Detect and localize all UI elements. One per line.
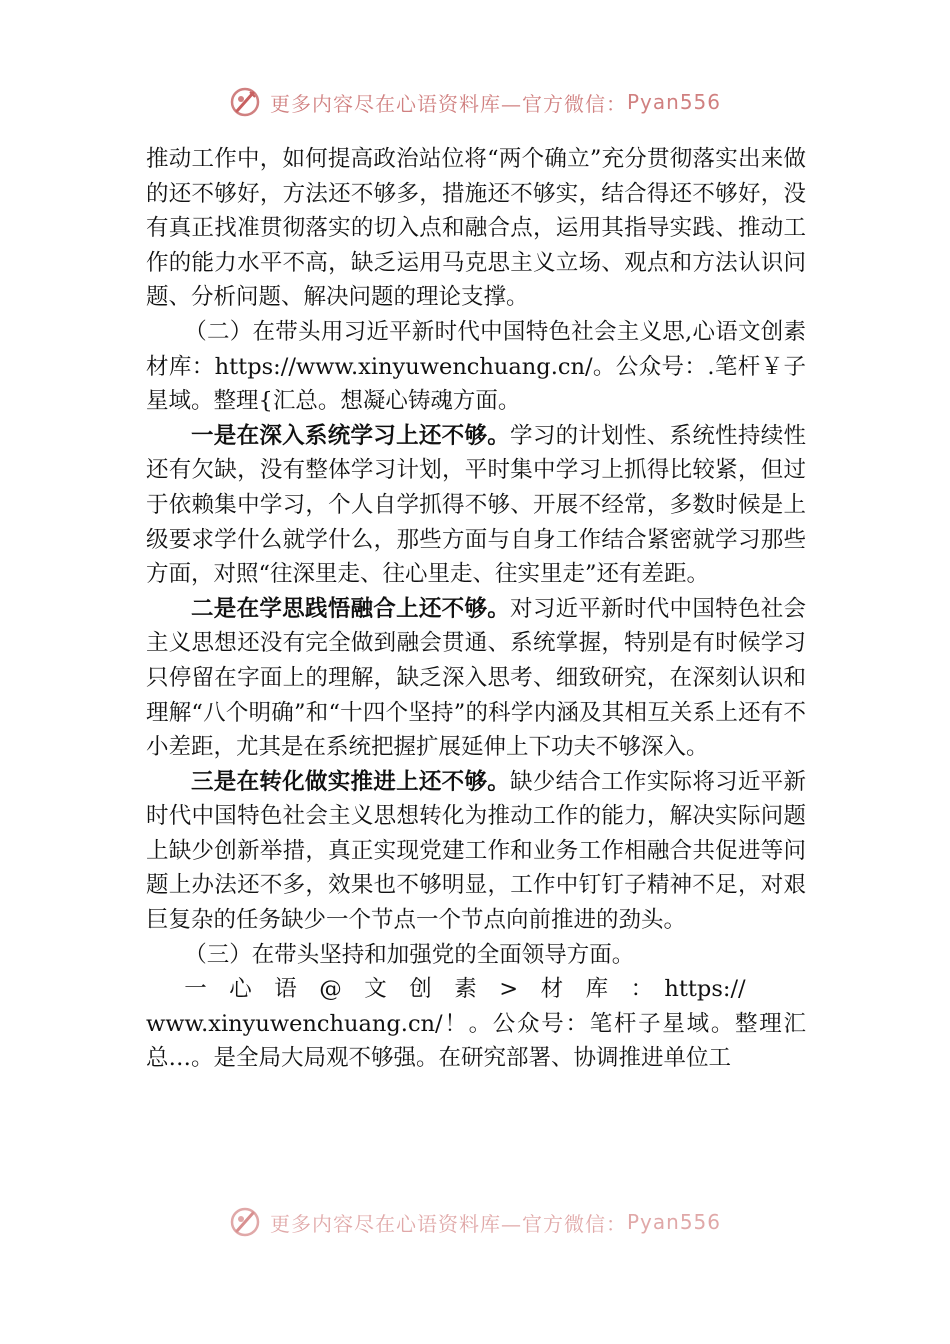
point-1-lead: 一是在深入系统学习上还不够。: [191, 422, 511, 449]
point-3-lead: 三是在转化做实推进上还不够。: [191, 768, 511, 795]
watermark-banner-top: [228, 84, 728, 120]
watermark-text: 更多内容尽在心语资料库—官方微信：: [270, 1211, 627, 1236]
point-2-lead: 二是在学思践悟融合上还不够。: [191, 595, 511, 622]
pen-logo-icon: [228, 85, 262, 119]
paragraph-section-3: （三）在带头坚持和加强党的全面领导方面。: [184, 941, 635, 968]
paragraph-1: 推动工作中，如何提高政治站位将“两个确立”充分贯彻落实出来做的还不够好，方法还不够多，措施还不够实，结合得还不够好，没有真正找准贯彻落实的切入点和融合点，运用其指导实践、推动工作的能力水平不高，缺乏运用马克思主义立场、观点和方法认识问题、分析问题、解决问题的理论支撑。: [146, 146, 806, 311]
paragraph-section-2: （二）在带头用习近平新时代中国特色社会主义思,心语文创素材库：https://www.xinyuwenchuang.cn/。公众号：.笔杆￥子星域。整理{汇总。想凝心铸魂方面。: [146, 318, 806, 415]
pen-logo-icon: [228, 1206, 262, 1238]
watermark-id: Pyan556: [627, 1210, 722, 1234]
watermark-id: Pyan556: [627, 90, 722, 114]
document-body: [146, 142, 806, 1076]
paragraph-point-1: [146, 419, 806, 592]
paragraph-point-3: [146, 765, 806, 938]
watermark-text: 更多内容尽在心语资料库—官方微信：: [270, 91, 627, 116]
point-1-text: 学习的计划性、系统性持续性还有欠缺，没有整体学习计划，平时集中学习上抓得比较紧，但过于依赖集中学习，个人自学抓得不够、开展不经常，多数时候是上级要求学什么就学什么，那些方面与自身工作结合紧密就学习那些方面，对照“往深里走、往心里走、往实里走”还有差距。: [146, 422, 806, 588]
paragraph-section-3-line-1: 一 心 语 @ 文 创 素 > 材 库 ： https://: [184, 976, 746, 1003]
point-3-text: 缺少结合工作实际将习近平新时代中国特色社会主义思想转化为推动工作的能力，解决实际问题上缺少创新举措，真正实现党建工作和业务工作相融合共促进等问题上办法还不多，效果也不够明显，工作中钉钉子精神不足，对艰巨复杂的任务缺少一个节点一个节点向前推进的劲头。: [146, 768, 806, 934]
paragraph-section-3-body: www.xinyuwenchuang.cn/！。公众号：笔杆子星域。整理汇总…。是全局大局观不够强。在研究部署、协调推进单位工: [146, 1010, 806, 1072]
watermark-banner-bottom: [228, 1206, 728, 1238]
paragraph-point-2: [146, 592, 806, 765]
point-2-text: 对习近平新时代中国特色社会主义思想还没有完全做到融会贯通、系统掌握，特别是有时候学习只停留在字面上的理解，缺乏深入思考、细致研究，在深刻认识和理解“八个明确”和“十四个坚持”的科学内涵及其相互关系上还有不小差距，尤其是在系统把握扩展延伸上下功夫不够深入。: [146, 595, 806, 761]
